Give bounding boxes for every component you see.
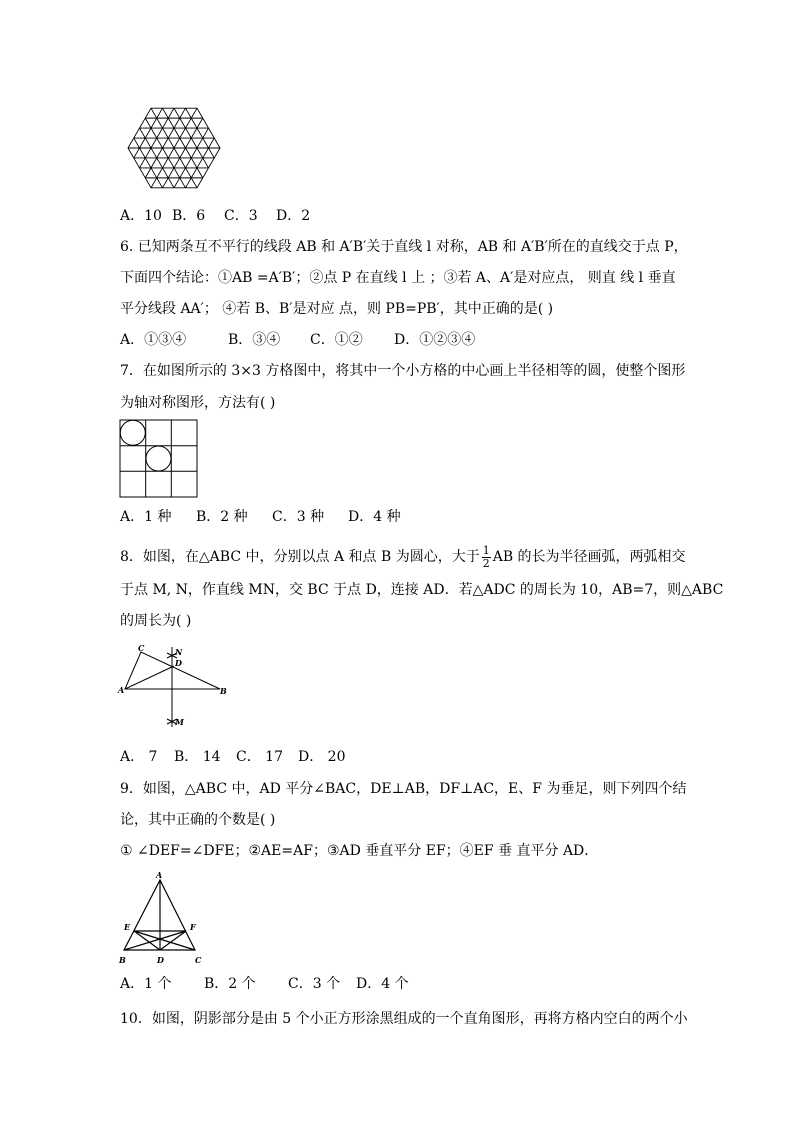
label-c: C — [138, 643, 145, 653]
q6-option-a[interactable]: A．①③④ — [120, 332, 187, 348]
q5-option-b[interactable]: B．6 — [172, 208, 206, 224]
q7-option-a[interactable]: A．1 种 — [120, 509, 172, 525]
label-a: A — [118, 685, 125, 695]
q8-stem-line1-a: 8．如图，在△ABC 中，分别以点 A 和点 B 为圆心，大于 — [120, 549, 480, 565]
q5-options — [120, 206, 310, 226]
q6-options — [120, 330, 475, 350]
q8-option-c[interactable]: C． 17 — [236, 749, 283, 765]
label-m: M — [175, 717, 184, 727]
label-e: E — [124, 922, 131, 932]
q7-stem-line1: 7．在如图所示的 3×3 方格图中，将其中一个小方格的中心画上半径相等的圆，使整个图形 — [120, 363, 686, 379]
hex-grid-line — [186, 108, 215, 158]
q8-option-d[interactable]: D． 20 — [298, 749, 346, 765]
q5-option-d[interactable]: D．2 — [276, 208, 311, 224]
label-d: D — [175, 658, 182, 668]
q8-option-a[interactable]: A． 7 — [120, 749, 158, 765]
hex-grid-line — [145, 108, 185, 178]
q5-option-a[interactable]: A．10 — [120, 208, 162, 224]
q5-option-c[interactable]: C．3 — [224, 208, 258, 224]
q7-option-d[interactable]: D．4 种 — [348, 509, 401, 525]
q8-options — [120, 747, 346, 767]
q6-option-b[interactable]: B．③④ — [228, 332, 281, 348]
hexagon-grid-figure — [126, 106, 226, 192]
q9-stem-line2: 论，其中正确的个数是( ) — [120, 812, 276, 828]
q8-stem-line3: 的周长为( ) — [120, 613, 192, 629]
triangle-abc-perpendicular-bisector-figure — [116, 643, 236, 733]
label-a: A — [156, 870, 163, 880]
grid-3x3-figure — [119, 419, 199, 499]
q8-stem-line1 — [120, 543, 686, 571]
q7-option-c[interactable]: C．3 种 — [272, 509, 325, 525]
q9-stem-line1: 9．如图，△ABC 中，AD 平分∠BAC，DE⊥AB，DF⊥AC，E、F 为垂足，则下列四个结 — [120, 781, 687, 797]
q7-options — [120, 507, 401, 527]
q6-option-c[interactable]: C．①② — [310, 332, 363, 348]
q9-option-d[interactable]: D．4 个 — [356, 976, 409, 992]
grid-circle-1 — [120, 420, 145, 445]
q9-stem-line3: ① ∠DEF=∠DFE；②AE=AF；③AD 垂直平分 EF；④EF 垂 直平分 AD． — [120, 843, 599, 859]
q9-option-c[interactable]: C．3 个 — [288, 976, 341, 992]
label-d: D — [157, 955, 164, 965]
label-b: B — [220, 686, 227, 696]
q9-option-b[interactable]: B．2 个 — [204, 976, 256, 992]
fraction-numerator: 1 — [482, 543, 490, 557]
q10-stem-line1: 10．如图，阴影部分是由 5 个小正方形涂黑组成的一个直角图形，再将方格内空白的两个小 — [120, 1011, 688, 1027]
q6-stem-line1: 6. 已知两条互不平行的线段 AB 和 A′B′关于直线 l 对称，AB 和 A′B′所在的直线交于点 P， — [120, 239, 688, 255]
q8-stem-line1-b: AB 的长为半径画弧，两弧相交 — [492, 549, 686, 565]
q8-stem-line2: 于点 M, N，作直线 MN，交 BC 于点 D，连接 AD．若△ADC 的周长为 10，AB=7，则△ABC — [120, 582, 724, 598]
label-b: B — [119, 955, 126, 965]
label-n: N — [175, 647, 183, 657]
label-c: C — [195, 955, 202, 965]
q6-stem-line2: 下面四个结论：①AB =A′B′；②点 P 在直线 l 上 ；③若 A、A′是对应点， 则直 线 l 垂直 — [120, 270, 676, 286]
hex-grid-line — [163, 108, 203, 178]
q6-stem-line3: 平分线段 AA′； ④若 B、B′是对应 点，则 PB=PB′，其中正确的是( ) — [120, 301, 554, 317]
grid-circle-2 — [146, 446, 171, 471]
hex-grid-line — [134, 138, 163, 188]
q6-option-d[interactable]: D．①②③④ — [394, 332, 476, 348]
q9-options — [120, 974, 409, 994]
one-half-fraction — [482, 545, 491, 570]
label-f: F — [190, 922, 196, 932]
hex-grid-line — [163, 118, 203, 188]
triangle-abc-angle-bisector-figure — [115, 868, 215, 968]
q7-stem-line2: 为轴对称图形，方法有( ) — [120, 395, 276, 411]
hex-grid-line — [134, 108, 163, 158]
hex-grid-line — [145, 118, 185, 188]
hex-grid-line — [186, 138, 215, 188]
q9-option-a[interactable]: A．1 个 — [120, 976, 172, 992]
q8-option-b[interactable]: B． 14 — [174, 749, 221, 765]
q7-option-b[interactable]: B．2 种 — [196, 509, 248, 525]
fraction-denominator: 2 — [482, 556, 490, 570]
